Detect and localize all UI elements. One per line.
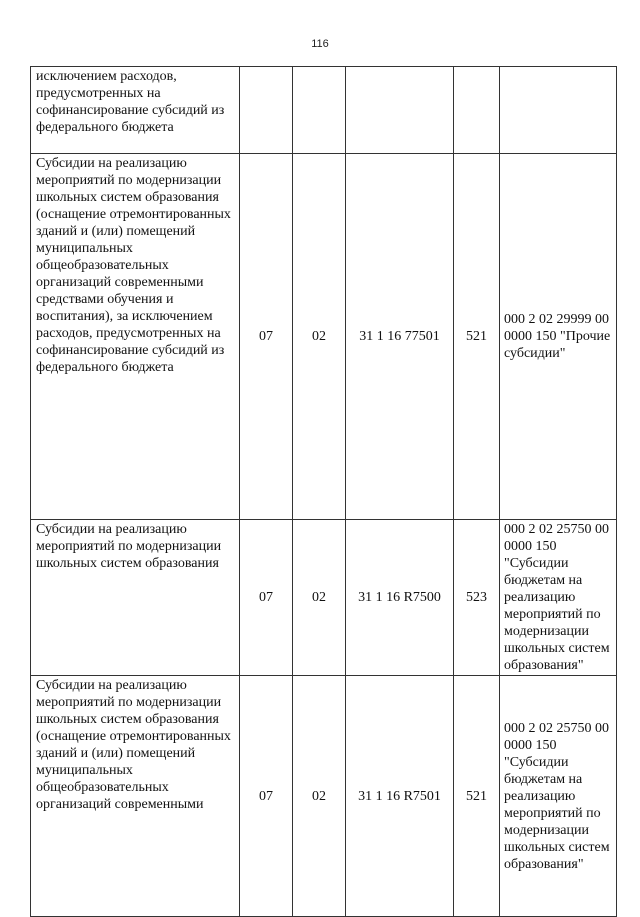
target-article-cell: 31 1 16 R7501: [346, 676, 454, 917]
page-number: 116: [311, 38, 329, 50]
subsection-code-cell: 02: [293, 154, 346, 520]
section-code-cell: [240, 67, 293, 154]
subsidy-name-cell: Субсидии на реализацию мероприятий по модернизации школьных систем образования: [31, 520, 240, 676]
revenue-code-cell: 000 2 02 25750 00 0000 150 "Субсидии бюджетам на реализацию мероприятий по модернизации школьных систем образования": [500, 520, 617, 676]
target-article-cell: 31 1 16 77501: [346, 154, 454, 520]
section-code-cell: 07: [240, 676, 293, 917]
table-row: [31, 520, 617, 676]
subsection-code-cell: 02: [293, 520, 346, 676]
subsidy-name-cell: Субсидии на реализацию мероприятий по модернизации школьных систем образования (оснащение отремонтированных зданий и (или) помещений муниципальных общеобразовательных организаций современными средствами обучения и воспитания), за исключением расходов, предусмотренных на софинансирование субсидий из федерального бюджета: [31, 154, 240, 520]
expense-type-cell: 523: [454, 520, 500, 676]
subsection-code-cell: 02: [293, 676, 346, 917]
table-row: [31, 154, 617, 520]
revenue-code-cell: 000 2 02 25750 00 0000 150 "Субсидии бюджетам на реализацию мероприятий по модернизации школьных систем образования": [500, 676, 617, 917]
target-article-cell: 31 1 16 R7500: [346, 520, 454, 676]
subsidy-name-cell: исключением расходов, предусмотренных на софинансирование субсидий из федерального бюджета: [31, 67, 240, 154]
table-row: [31, 67, 617, 154]
subsidies-table: [30, 66, 617, 917]
expense-type-cell: 521: [454, 676, 500, 917]
target-article-cell: [346, 67, 454, 154]
subsection-code-cell: [293, 67, 346, 154]
revenue-code-cell: [500, 67, 617, 154]
table-row: [31, 676, 617, 917]
revenue-code-cell: 000 2 02 29999 00 0000 150 "Прочие субсидии": [500, 154, 617, 520]
section-code-cell: 07: [240, 154, 293, 520]
section-code-cell: 07: [240, 520, 293, 676]
expense-type-cell: [454, 67, 500, 154]
subsidy-name-cell: Субсидии на реализацию мероприятий по модернизации школьных систем образования (оснащение отремонтированных зданий и (или) помещений муниципальных общеобразовательных организаций современными: [31, 676, 240, 917]
expense-type-cell: 521: [454, 154, 500, 520]
